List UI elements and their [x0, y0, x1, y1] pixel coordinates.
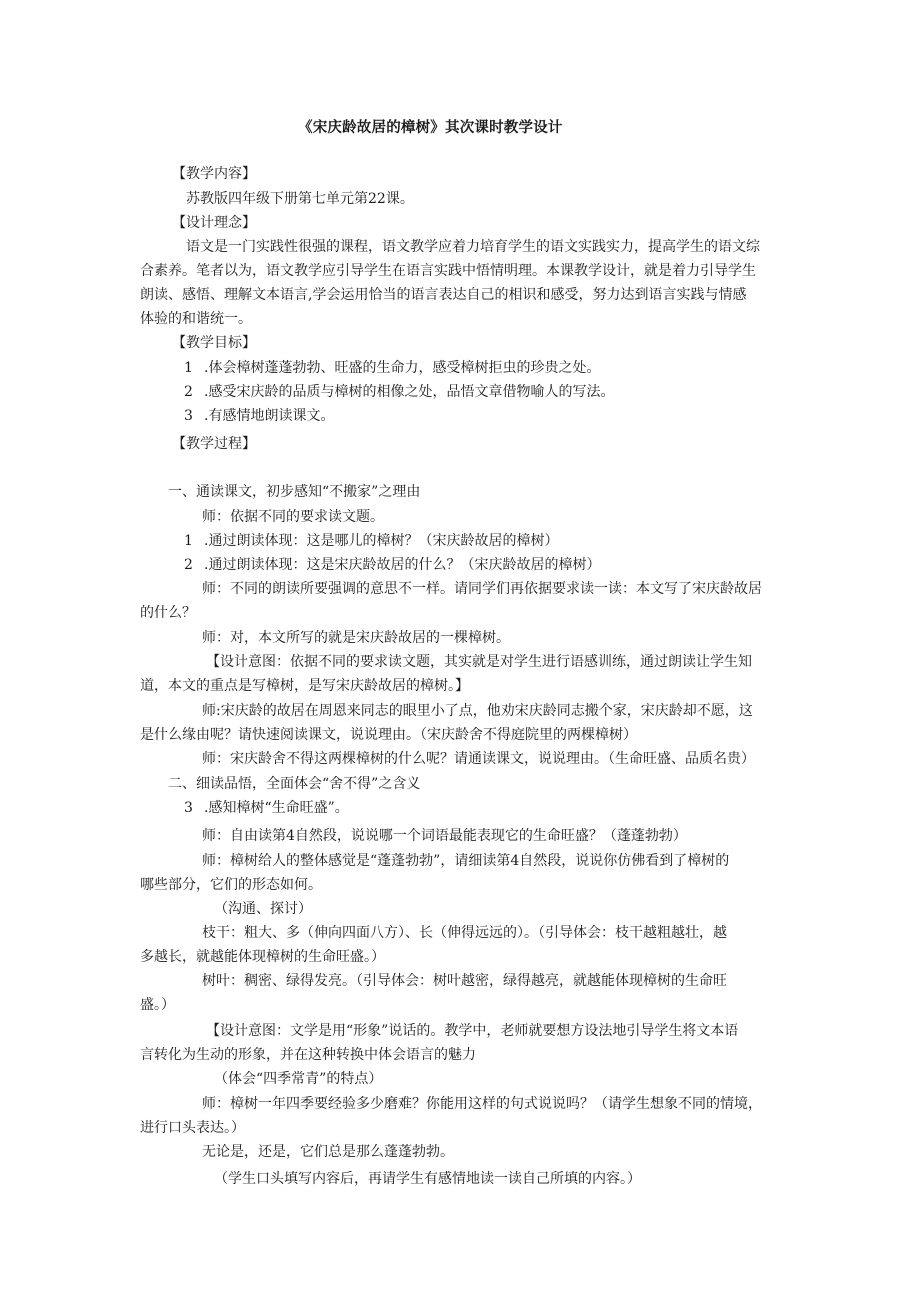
process-item	[184, 531, 558, 551]
design-intent: 【设计意图：文学是用“形象”说话的。教学中，老师就要想方设法地引导学生将文本语	[206, 1023, 739, 1039]
paragraph: 树叶：稠密、绿得发亮。（引导体会：树叶越密，绿得越亮，就越能体现樟树的生命旺	[202, 973, 727, 989]
design-concept-line: 朗读、感悟、理解文本语言,学会运用恰当的语言表达自己的相识和感受，努力达到语言实践与情感	[140, 287, 747, 303]
goal-item	[184, 358, 600, 378]
teaching-content-text: 苏教版四年级下册第七单元第22课。	[186, 191, 414, 207]
item-text: .通过朗读体现：这是宋庆龄故居的什么？（宋庆龄故居的樟树）	[204, 557, 601, 573]
goal-text: .有感情地朗读课文。	[204, 408, 335, 424]
teaching-process-heading: 【教学过程】	[172, 436, 256, 452]
design-concept-line: 语文是一门实践性很强的课程，语文教学应着力培育学生的语文实践实力，提高学生的语文综	[186, 239, 760, 255]
paragraph: 进行口头表达。）	[140, 1120, 245, 1136]
paragraph: 哪些部分，它们的形态如何。	[140, 877, 322, 893]
paragraph: 师：自由读第4自然段，说说哪一个词语最能表现它的生命旺盛？（蓬蓬勃勃）	[202, 828, 687, 844]
paragraph: 的什么？	[140, 605, 196, 621]
design-intent: 言转化为生动的形象，并在这种转换中体会语言的魅力	[140, 1047, 476, 1063]
design-intent: 道，本文的重点是写樟树，是写宋庆龄故居的樟树。】	[140, 678, 469, 694]
paragraph: 师:宋庆龄的故居在周恩来同志的眼里小了点，他劝宋庆龄同志搬个家，宋庆龄却不愿，这	[202, 703, 753, 719]
paragraph: 多越长，就越能体现樟树的生命旺盛。）	[140, 949, 385, 965]
teaching-content-heading: 【教学内容】	[172, 166, 256, 182]
section2-title: 二、细读品悟，全面体会“舍不得”之含义	[168, 776, 421, 792]
process-item	[184, 555, 600, 575]
goal-item	[184, 406, 334, 426]
paragraph: 师：樟树给人的整体感觉是“蓬蓬勃勃”，请细读第4自然段，说说你仿佛看到了樟树的	[202, 853, 730, 869]
item-number: 3	[184, 800, 193, 816]
paragraph: 师：宋庆龄舍不得这两棵樟树的什么呢？请通读课文，说说理由。（生命旺盛、品质名贵）	[202, 751, 755, 767]
goal-text: .感受宋庆龄的品质与樟树的相像之处，品悟文章借物喻人的写法。	[204, 384, 615, 400]
item-text: .通过朗读体现：这是哪儿的樟树？（宋庆龄故居的樟树）	[204, 533, 559, 549]
goal-number: 2	[184, 384, 193, 400]
goal-text: .体会樟树蓬蓬勃勃、旺盛的生命力，感受樟树拒虫的珍贵之处。	[204, 360, 601, 376]
item-text: .感知樟树“生命旺盛”。	[204, 800, 349, 816]
teaching-goals-heading: 【教学目标】	[172, 335, 256, 351]
design-concept-line: 体验的和谐统一。	[140, 311, 252, 327]
paragraph: （沟通、探讨）	[214, 901, 312, 917]
document-title: 《宋庆龄故居的樟树》其次课时教学设计	[298, 120, 563, 136]
section1-title: 一、通读课文，初步感知“不搬家”之理由	[168, 484, 421, 500]
process-item	[184, 798, 349, 818]
goal-item	[184, 382, 614, 402]
paragraph: 盛。）	[140, 997, 175, 1013]
paragraph: 是什么缘由呢？请快速阅读课文，说说理由。（宋庆龄舍不得庭院里的两棵樟树）	[140, 727, 637, 743]
item-number: 1	[184, 533, 193, 549]
item-number: 2	[184, 557, 193, 573]
paragraph: 无论是，还是，它们总是那么蓬蓬勃勃。	[202, 1144, 454, 1160]
design-intent: 【设计意图：依据不同的要求读文题，其实就是对学生进行语感训练，通过朗读让学生知	[206, 654, 752, 670]
paragraph: （学生口头填写内容后，再请学生有感情地读一读自己所填的内容。）	[214, 1171, 641, 1187]
design-concept-heading: 【设计理念】	[172, 215, 256, 231]
paragraph: （体会“四季常青”的特点）	[214, 1071, 383, 1087]
goal-number: 3	[184, 408, 193, 424]
paragraph: 师：不同的朗读所要强调的意思不一样。请同学们再依据要求读一读：本文写了宋庆龄故居	[202, 581, 762, 597]
paragraph: 枝干：粗大、多（伸向四面八方）、长（伸得远远的）。（引导体会：枝干越粗越壮，越	[202, 925, 727, 941]
paragraph: 师：樟树一年四季要经验多少磨难？你能用这样的句式说说吗？（请学生想象不同的情境，	[202, 1096, 762, 1112]
paragraph: 师：依据不同的要求读文题。	[202, 509, 384, 525]
paragraph: 师：对，本文所写的就是宋庆龄故居的一棵樟树。	[202, 630, 510, 646]
goal-number: 1	[184, 360, 193, 376]
design-concept-line: 合素养。笔者以为，语文教学应引导学生在语言实践中悟情明理。本课教学设计，就是着力引导学生	[140, 263, 756, 279]
